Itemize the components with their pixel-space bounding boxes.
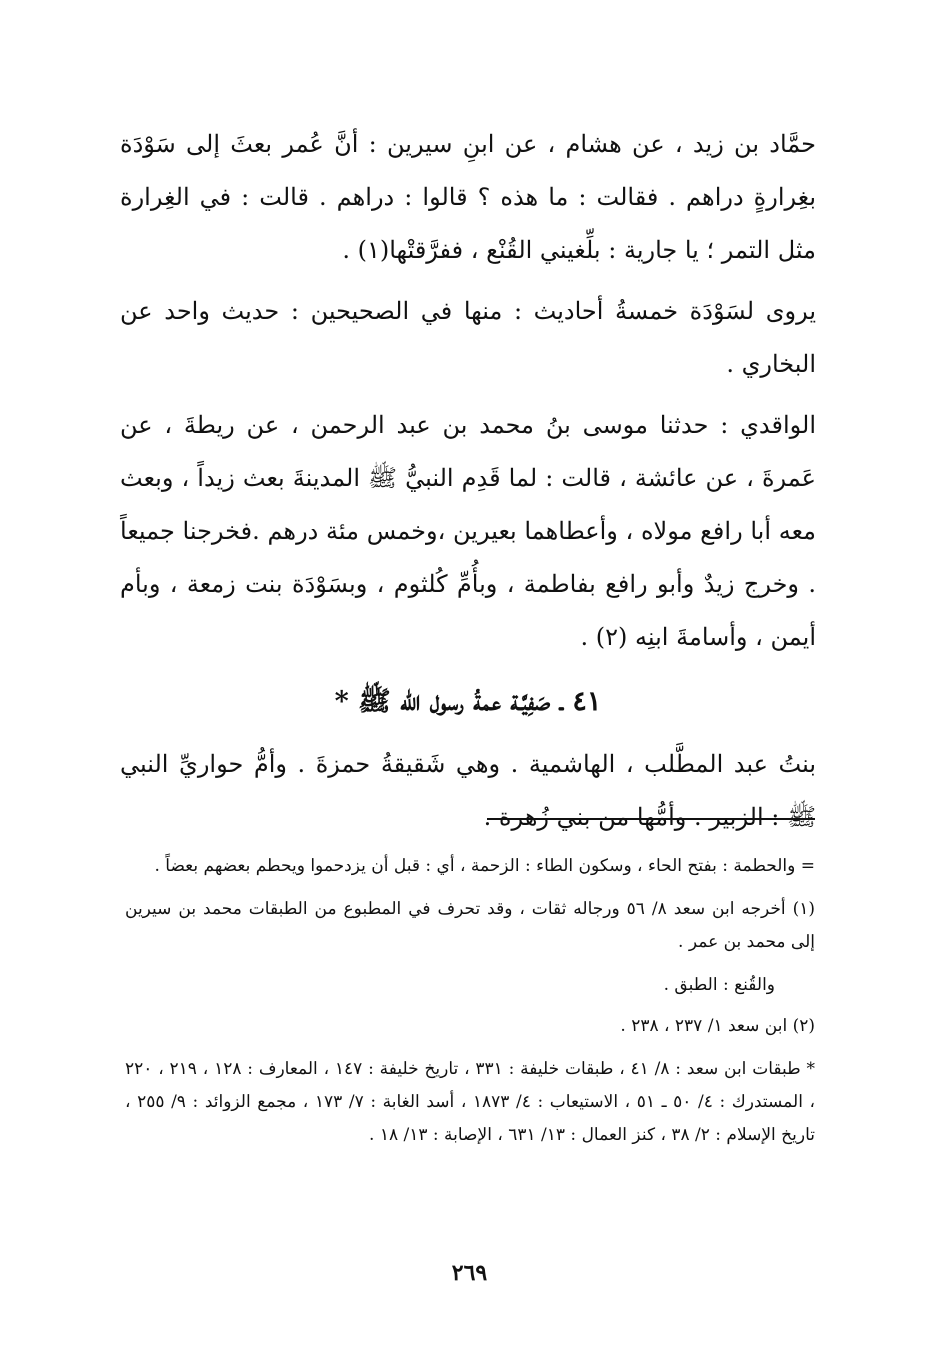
footnote-1-gloss: والقُنع : الطبق . [663, 975, 775, 995]
paragraph-hadith-count: يروى لسَوْدَة خمسةُ أحاديث : منها في الصحيحين : حديث واحد عن البخاري . [120, 297, 816, 378]
footnote-sources: * طبقات ابن سعد : ٨/ ٤١ ، طبقات خليفة : ٣٣١ ، تاريخ خليفة : ١٤٧ ، المعارف : ١٢٨ ، ٢١٩ ، ٢٢٠ ، المستدرك : ٤/ ٥٠ ـ ٥١ ، الاستيعاب : ٤/ ١٨٧٣ ، أسد الغابة : ٧/ ١٧٣ ، مجمع الزوائد : ٩/ ٢٥٥ ، تاريخ الإسلام : ٢/ ٣٨ ، كنز العمال : ١٣/ ٦٣١ ، الإصابة : ١٣/ ١٨ . [125, 1059, 815, 1145]
footnote-continuation: = والحطمة : بفتح الحاء ، وسكون الطاء : الزحمة ، أي : قبل أن يزدحموا ويحطم بعضهم بعضاً . [154, 856, 815, 876]
page-number: ٢٦٩ [451, 1260, 488, 1286]
paragraph-safiyya: بنتُ عبد المطَّلب ، الهاشمية . وهي شَقيقةُ حمزةَ . وأمُّ حواريِّ النبي ﷺ : الزبير . وأمُّها من بني زُهرة . [120, 750, 816, 831]
footnotes [125, 850, 815, 1162]
section-heading: ٤١ ـ صَفِيَّـة عمةُ رسول الله ﷺ * [334, 686, 602, 717]
paragraph-hammad: حمَّاد بن زيد ، عن هشام ، عن ابنِ سيرين : أنَّ عُمر بعثَ إلى سَوْدَة بغِرارةٍ دراهم . فقالت : ما هذه ؟ قالوا : دراهم . قالت : في الغِرارة مثل التمر ؛ يا جارية : بلِّغيني القُنْع ، ففرَّقتْها(١) . [120, 130, 816, 264]
paragraph-waqidi: الواقدي : حدثنا موسى بنُ محمد بن عبد الرحمن ، عن ريطةَ ، عن عَمرةَ ، عن عائشة ، قالت : لما قَدِم النبيُّ ﷺ المدينةَ بعث زيداً ، وبعث معه أبا رافع مولاه ، وأعطاهما بعيرين ،وخمس مئة درهم .فخرجنا جميعاً . وخرج زيدٌ وأبو رافع بفاطمة ، وبأُمِّ كُلثوم ، وبسَوْدَة بنت زمعة ، وبأم أيمن ، وأسامةَ ابنِه (٢) . [120, 411, 816, 651]
footnote-2: (٢) ابن سعد ١/ ٢٣٧ ، ٢٣٨ . [620, 1016, 815, 1036]
footnote-divider [487, 818, 815, 820]
main-text [120, 118, 816, 852]
footnote-1: (١) أخرجه ابن سعد ٨/ ٥٦ ورجاله ثقات ، وقد تحرف في المطبوع من الطبقات محمد بن سيرين إلى محمد بن عمر . [125, 899, 815, 952]
